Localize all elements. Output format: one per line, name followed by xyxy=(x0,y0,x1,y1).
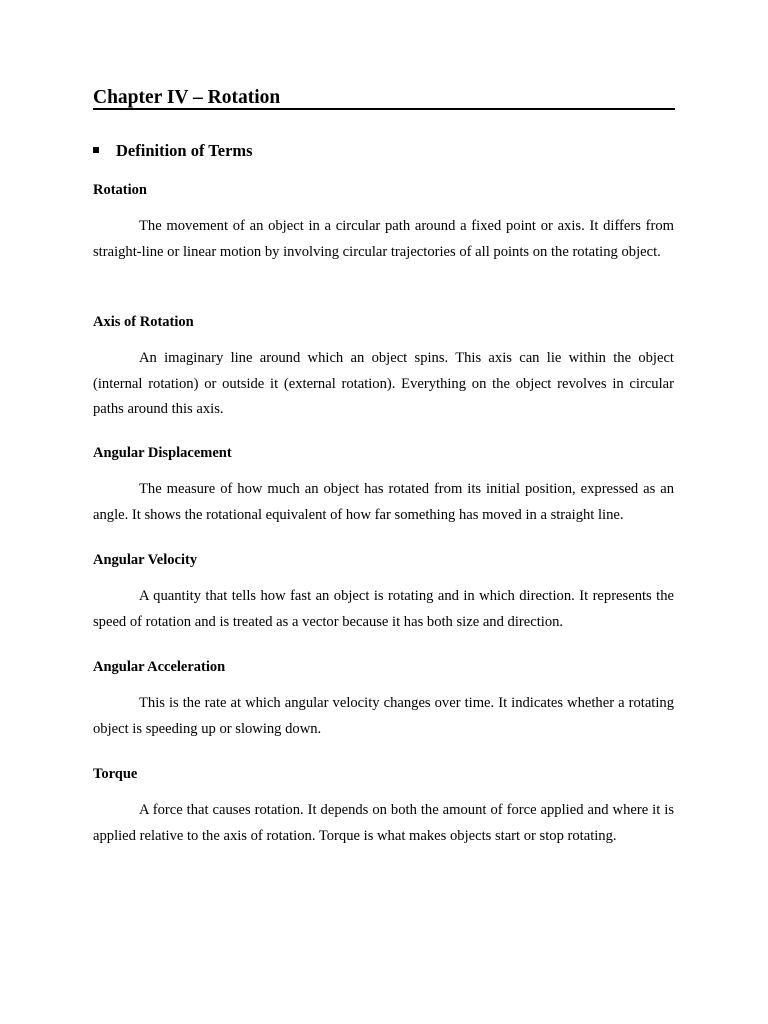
term-torque xyxy=(93,765,674,849)
term-title: Axis of Rotation xyxy=(93,314,194,330)
term-definition: The movement of an object in a circular path around a fixed point or axis. It differs from straight-line or linear motion by involving circular trajectories of all points on the rotating object. xyxy=(93,218,674,260)
title-underline xyxy=(93,108,675,110)
term-definition: An imaginary line around which an object spins. This axis can lie within the object (internal rotation) or outside it (external rotation). Everything on the object revolves in circular paths around this axis. xyxy=(93,350,674,417)
section-heading-text: Definition of Terms xyxy=(116,141,253,160)
square-bullet-icon xyxy=(93,147,99,153)
term-angular-displacement xyxy=(93,444,674,528)
term-definition: This is the rate at which angular velocity changes over time. It indicates whether a rotating object is speeding up or slowing down. xyxy=(93,695,674,737)
section-heading xyxy=(93,141,253,161)
term-angular-velocity xyxy=(93,551,674,635)
term-definition: A force that causes rotation. It depends on both the amount of force applied and where it is applied relative to the axis of rotation. Torque is what makes objects start or stop rotating. xyxy=(93,802,674,844)
term-title: Angular Acceleration xyxy=(93,659,226,675)
chapter-title: Chapter IV – Rotation xyxy=(93,87,281,108)
term-angular-acceleration xyxy=(93,658,674,742)
term-title: Rotation xyxy=(93,182,147,198)
term-rotation xyxy=(93,181,674,265)
term-title: Torque xyxy=(93,766,138,782)
term-axis-of-rotation xyxy=(93,313,674,423)
term-title: Angular Velocity xyxy=(93,552,198,568)
term-definition: A quantity that tells how fast an object is rotating and in which direction. It represents the speed of rotation and is treated as a vector because it has both size and direction. xyxy=(93,588,674,630)
term-title: Angular Displacement xyxy=(93,445,232,461)
term-definition: The measure of how much an object has rotated from its initial position, expressed as an angle. It shows the rotational equivalent of how far something has moved in a straight line. xyxy=(93,481,674,523)
